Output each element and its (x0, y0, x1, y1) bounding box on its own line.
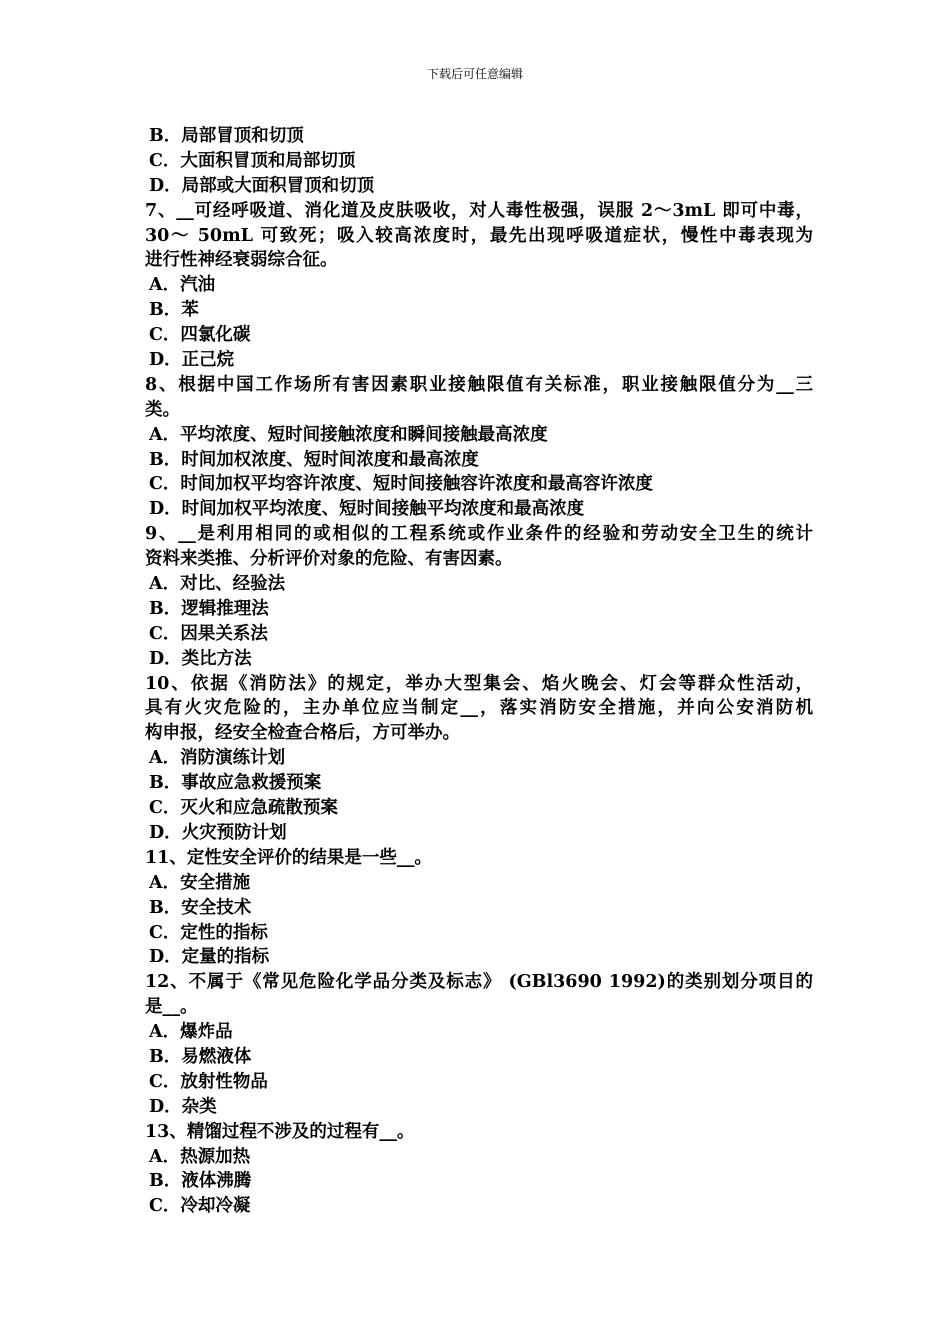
answer-option-line: A．汽油 (149, 275, 216, 296)
question-text-line: 8、根据中国工作场所有害因素职业接触限值有关标准，职业接触限值分为__三 (145, 374, 813, 395)
answer-option-line: D．正己烷 (149, 350, 235, 371)
answer-option-line: B．安全技术 (149, 897, 252, 918)
answer-option-line: D．局部或大面积冒顶和切顶 (149, 175, 375, 196)
answer-option-line: C．因果关系法 (149, 623, 268, 644)
answer-option-line: C．大面积冒顶和局部切顶 (149, 150, 356, 171)
answer-option-line: C．定性的指标 (149, 922, 268, 943)
answer-option-line: B．事故应急救援预案 (149, 773, 322, 794)
answer-option-line: C．冷却冷凝 (149, 1196, 251, 1217)
question-text-line: 13、精馏过程不涉及的过程有__。 (145, 1121, 415, 1142)
question-text-line: 10、依据《消防法》的规定，举办大型集会、焰火晚会、灯会等群众性活动， (145, 673, 813, 694)
question-text-line: 11、定性安全评价的结果是一些__。 (145, 847, 432, 868)
answer-option-line: C．时间加权平均容许浓度、短时间接触容许浓度和最高容许浓度 (149, 474, 653, 495)
answer-option-line: A．爆炸品 (149, 1022, 233, 1043)
answer-option-line: B．易燃液体 (149, 1046, 252, 1067)
question-text-line: 资料来类推、分析评价对象的危险、有害因素。 (145, 549, 513, 570)
answer-option-line: D．类比方法 (149, 648, 252, 669)
question-text-line: 是__。 (145, 997, 198, 1018)
question-text-line: 9、__是利用相同的或相似的工程系统或作业条件的经验和劳动安全卫生的统计 (145, 524, 813, 545)
answer-option-line: A．平均浓度、短时间接触浓度和瞬间接触最高浓度 (149, 424, 548, 445)
answer-option-line: D．火灾预防计划 (149, 822, 287, 843)
question-text-line: 类。 (145, 399, 180, 420)
answer-option-line: D．杂类 (149, 1096, 217, 1117)
question-text-line: 构申报，经安全检查合格后，方可举办。 (145, 723, 460, 744)
question-text-line: 12、不属于《常见危险化学品分类及标志》 (GBl3690 1992)的类别划分项目的 (145, 972, 813, 993)
answer-option-line: A．安全措施 (149, 872, 251, 893)
answer-option-line: B．时间加权浓度、短时间浓度和最高浓度 (149, 449, 479, 470)
answer-option-line: A．消防演练计划 (149, 748, 286, 769)
answer-option-line: B．逻辑推理法 (149, 598, 269, 619)
answer-option-line: C．放射性物品 (149, 1071, 268, 1092)
question-text-line: 30～ 50mL 可致死；吸入较高浓度时，最先出现呼吸道症状，慢性中毒表现为 (145, 225, 813, 246)
question-text-line: 具有火灾危险的，主办单位应当制定__，落实消防安全措施，并向公安消防机 (145, 698, 813, 719)
answer-option-line: B．苯 (149, 300, 199, 321)
answer-option-line: B．液体沸腾 (149, 1171, 252, 1192)
answer-option-line: A．热源加热 (149, 1146, 251, 1167)
question-text-line: 进行性神经衰弱综合征。 (145, 250, 338, 271)
answer-option-line: C．四氯化碳 (149, 325, 251, 346)
answer-option-line: D．定量的指标 (149, 947, 270, 968)
page-header-note: 下载后可任意编辑 (426, 67, 523, 81)
document-body (145, 124, 813, 1219)
answer-option-line: D．时间加权平均浓度、短时间接触平均浓度和最高浓度 (149, 499, 585, 520)
answer-option-line: B．局部冒顶和切顶 (149, 126, 304, 146)
answer-option-line: A．对比、经验法 (149, 574, 286, 595)
answer-option-line: C．灭火和应急疏散预案 (149, 798, 338, 819)
question-text-line: 7、__可经呼吸道、消化道及皮肤吸收，对人毒性极强，误服 2～3mL 即可中毒， (145, 200, 813, 221)
